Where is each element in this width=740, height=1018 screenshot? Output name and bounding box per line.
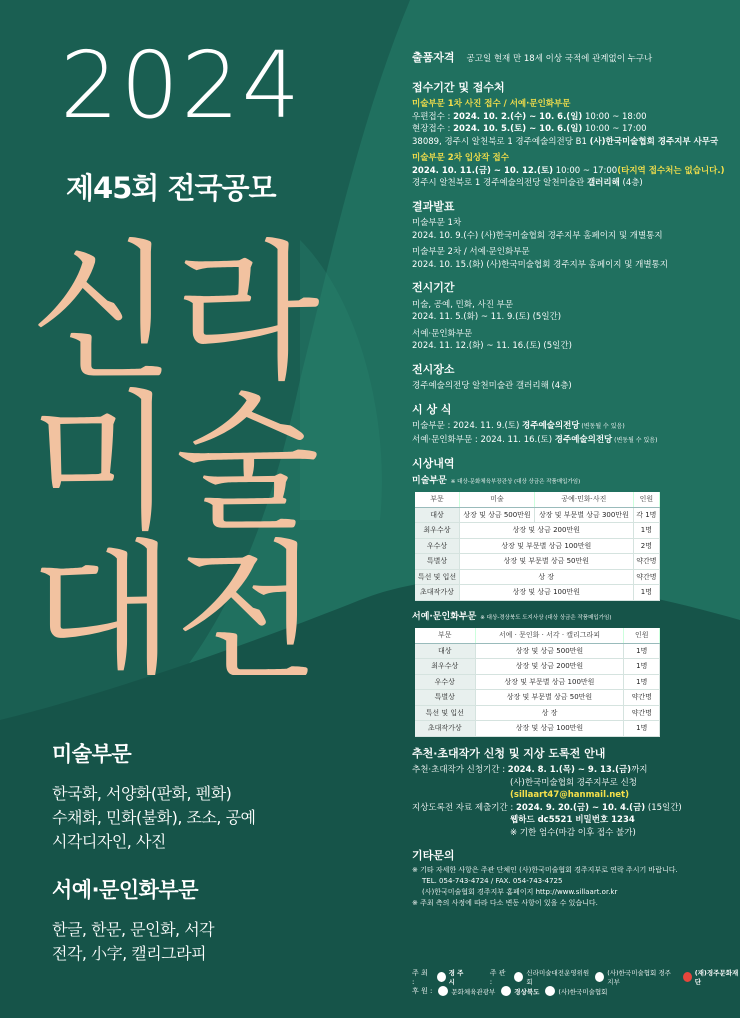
table-row: 초대작가상 상장 및 상금 100만원 1명 <box>415 721 660 737</box>
organizer-logo-2: (사)한국미술협회 경주지부 <box>595 968 676 986</box>
art-category-line: 시각디자인, 사진 <box>52 832 166 851</box>
table-row: 특별상 상장 및 부문별 상금 50만원 약간명 <box>415 554 660 570</box>
other-line: ※ 주최 측의 사정에 따라 다소 변동 사항이 있을 수 있습니다. <box>412 899 598 907</box>
main-title <box>20 215 320 675</box>
results-heading: 결과발표 <box>412 199 455 213</box>
footer <box>0 960 740 1018</box>
eligibility-text: 공고일 현재 만 18세 이상 국적에 관계없이 누구나 <box>466 54 653 64</box>
art-awards-title: 미술부문 ※ 대상-문화체육부장관상 (대상 상금은 작품매입가임) <box>412 475 581 486</box>
table-row: 최우수상 상장 및 상금 200만원 1명 <box>415 659 660 675</box>
other-heading: 기타문의 <box>412 849 455 862</box>
eligibility-section <box>412 52 732 66</box>
table-header: 인원 <box>624 628 660 643</box>
art-category-line: 수채화, 민화(불화), 조소, 공예 <box>52 808 256 827</box>
organizer-logo-icon <box>514 972 523 982</box>
callig-awards-table <box>415 628 660 737</box>
eligibility-heading: 출품자격 <box>412 51 455 64</box>
ceremony-art-line: 미술부문 : 2024. 11. 9.(토) 경주예술의전당 (변동될 수 있음) <box>412 421 625 431</box>
table-row: 초대작가상 상장 및 상금 100만원 1명 <box>415 585 660 601</box>
reception-address: 38089, 경주시 알천북로 1 경주예술의전당 B1 (사)한국미술협회 경주지부 사무국 <box>412 136 719 147</box>
reception-sub2: 미술부문 2차 입상작 접수 <box>412 153 509 163</box>
sponsor-logo-1: 문화체육관광부 <box>438 986 495 996</box>
invited-apply-line2: (사)한국미술협회 경주지부로 신청 (sillaart47@hanmail.net) <box>510 777 637 800</box>
info-column <box>412 52 732 920</box>
calligraphy-category-title: 서예·문인화부문 <box>52 878 198 902</box>
exhibition-callig-dates: 2024. 11. 12.(화) ~ 11. 16.(토) (5일간) <box>412 341 572 351</box>
awards-section <box>412 458 732 737</box>
art-category-list <box>52 782 256 854</box>
host-label: 주 최 : <box>412 969 428 986</box>
results-art1-text: 2024. 10. 9.(수) (사)한국미술협회 경주지부 홈페이지 및 개별통지 <box>412 230 663 241</box>
invited-section <box>412 748 732 840</box>
results-art1-label: 미술부문 1차 <box>412 218 462 228</box>
callig-awards-title: 서예·문인화부문 ※ 대상-경상북도 도지사상 (대상 상금은 작품매입가임) <box>412 611 612 622</box>
ceremony-callig-line: 서예·문인화부문 : 2024. 11. 16.(토) 경주예술의전당 (변동될 수 있음) <box>412 434 658 445</box>
other-line: (사)한국미술협회 경주지부 홈페이지 http://www.sillaart.or.kr <box>422 888 618 896</box>
table-row: 특별상 상장 및 부문별 상금 50만원 약간명 <box>415 690 660 706</box>
table-row: 대상 상장 및 상금 500만원 1명 <box>415 643 660 659</box>
organizer-logo-1: 신라미술대전운영위원회 <box>514 968 589 986</box>
sponsor-logo-2: 경상북도 <box>501 986 539 996</box>
art-awards-table <box>415 492 660 601</box>
calligraphy-category-section <box>52 874 214 966</box>
city-logo-icon <box>437 972 446 982</box>
table-header: 인원 <box>633 492 659 507</box>
table-row: 우수상 상장 및 부문별 상금 100만원 1명 <box>415 674 660 690</box>
webhard-info: 웹하드 dc5521 비밀번호 1234 <box>510 815 635 825</box>
footer-host-row <box>412 968 740 986</box>
results-art2-label: 미술부문 2차 / 서예·문인화부문 <box>412 247 530 257</box>
table-row: 우수상 상장 및 부문별 상금 100만원 2명 <box>415 538 660 554</box>
table-row: 특선 및 입선 상 장 약간명 <box>415 705 660 721</box>
ceremony-section <box>412 404 732 448</box>
results-art2-text: 2024. 10. 15.(화) (사)한국미술협회 경주지부 홈페이지 및 개별통지 <box>412 259 668 270</box>
title-line-2: 미술 <box>30 377 320 551</box>
table-row: 대상 상장 및 상금 500만원 상장 및 부문별 상금 300만원 각 1명 <box>415 507 660 523</box>
invited-apply-line: 추천·초대작가 신청기간 : 2024. 8. 1.(목) ~ 9. 13.(금)까지 <box>412 765 648 775</box>
foundation-logo-icon <box>683 972 692 982</box>
edition-title: 제45회 전국공모 <box>66 171 276 205</box>
calligraphy-category-line: 전각, 小字, 캘리그라피 <box>52 944 207 963</box>
deadline-note: ※ 기한 엄수(마감 이후 접수 불가) <box>510 827 636 838</box>
calligraphy-category-line: 한글, 한문, 문인화, 서각 <box>52 920 215 939</box>
second-reception-place: 경주시 알천북로 1 경주예술의전당 알천미술관 갤러리해 (4층) <box>412 178 643 188</box>
exhibition-art-label: 미술, 공예, 민화, 사진 부문 <box>412 299 514 310</box>
other-line: ※ 기타 자세한 사항은 주관 단체인 (사)한국미술협회 경주지부로 연락 주시기 바랍니다. <box>412 866 678 874</box>
ministry-logo-icon <box>438 986 448 996</box>
venue-heading: 전시장소 <box>412 362 455 376</box>
calligraphy-category-list <box>52 918 214 966</box>
art-category-line: 한국화, 서양화(판화, 펜화) <box>52 784 232 803</box>
host-logo: 경 주 시 <box>437 968 470 986</box>
invited-submit-line: 지상도록전 자료 제출기간 : 2024. 9. 20.(금) ~ 10. 4.(금) (15일간) <box>412 802 682 813</box>
table-header: 부문 <box>415 492 459 507</box>
table-header: 부문 <box>415 628 475 643</box>
venue-text: 경주예술의전당 알천미술관 갤러리해 (4층) <box>412 381 572 391</box>
sponsor-label: 후 원 : <box>412 987 433 995</box>
art-category-title: 미술부문 <box>52 742 132 766</box>
invited-heading: 추천·초대작가 신청 및 지상 도록전 안내 <box>412 746 606 760</box>
table-header: 공예·민화·사진 <box>535 492 634 507</box>
results-section <box>412 201 732 272</box>
onsite-reception-line: 현장접수 : 2024. 10. 5.(토) ~ 10. 6.(일) 10:00 ~ 17:00 <box>412 124 647 134</box>
organizer-label: 주 관 : <box>489 969 506 986</box>
reception-sub1: 미술부문 1차 사진 접수 / 서예·문인화부문 <box>412 99 571 109</box>
organizer-logo-3: (재)경주문화재단 <box>683 968 740 986</box>
table-header: 미술 <box>459 492 534 507</box>
mail-reception-line: 우편접수 : 2024. 10. 2.(수) ~ 10. 6.(일) 10:00 ~ 18:00 <box>412 111 647 122</box>
other-line: TEL. 054-743-4724 / FAX. 054-743-4725 <box>422 877 563 885</box>
title-line-3: 대전 <box>30 527 320 675</box>
association-logo-icon <box>545 986 555 996</box>
footer-sponsor-row <box>412 986 607 996</box>
other-section <box>412 850 732 909</box>
table-row: 특선 및 입선 상 장 약간명 <box>415 569 660 585</box>
ceremony-heading: 시 상 식 <box>412 402 452 416</box>
province-logo-icon <box>501 986 511 996</box>
awards-heading: 시상내역 <box>412 457 455 470</box>
art-category-section <box>52 738 256 854</box>
organizer-logo-icon <box>595 972 604 982</box>
table-row: 최우수상 상장 및 상금 200만원 1명 <box>415 523 660 539</box>
exhibition-section <box>412 282 732 353</box>
year-title: 2024 <box>60 32 303 139</box>
venue-section <box>412 364 732 393</box>
exhibition-art-dates: 2024. 11. 5.(화) ~ 11. 9.(토) (5일간) <box>412 312 562 322</box>
table-header: 서예 · 문인화 · 서각 · 캘리그라피 <box>475 628 624 643</box>
title-line-1: 신라 <box>30 227 320 401</box>
sponsor-logo-3: (사)한국미술협회 <box>545 986 607 996</box>
reception-section <box>412 82 732 190</box>
second-reception-line: 2024. 10. 11.(금) ~ 10. 12.(토) 10:00 ~ 17:00(타지역 접수처는 없습니다.) <box>412 165 725 176</box>
exhibition-callig-label: 서예·문인화부문 <box>412 328 473 339</box>
reception-heading: 접수기간 및 접수처 <box>412 80 505 94</box>
exhibition-heading: 전시기간 <box>412 281 455 294</box>
